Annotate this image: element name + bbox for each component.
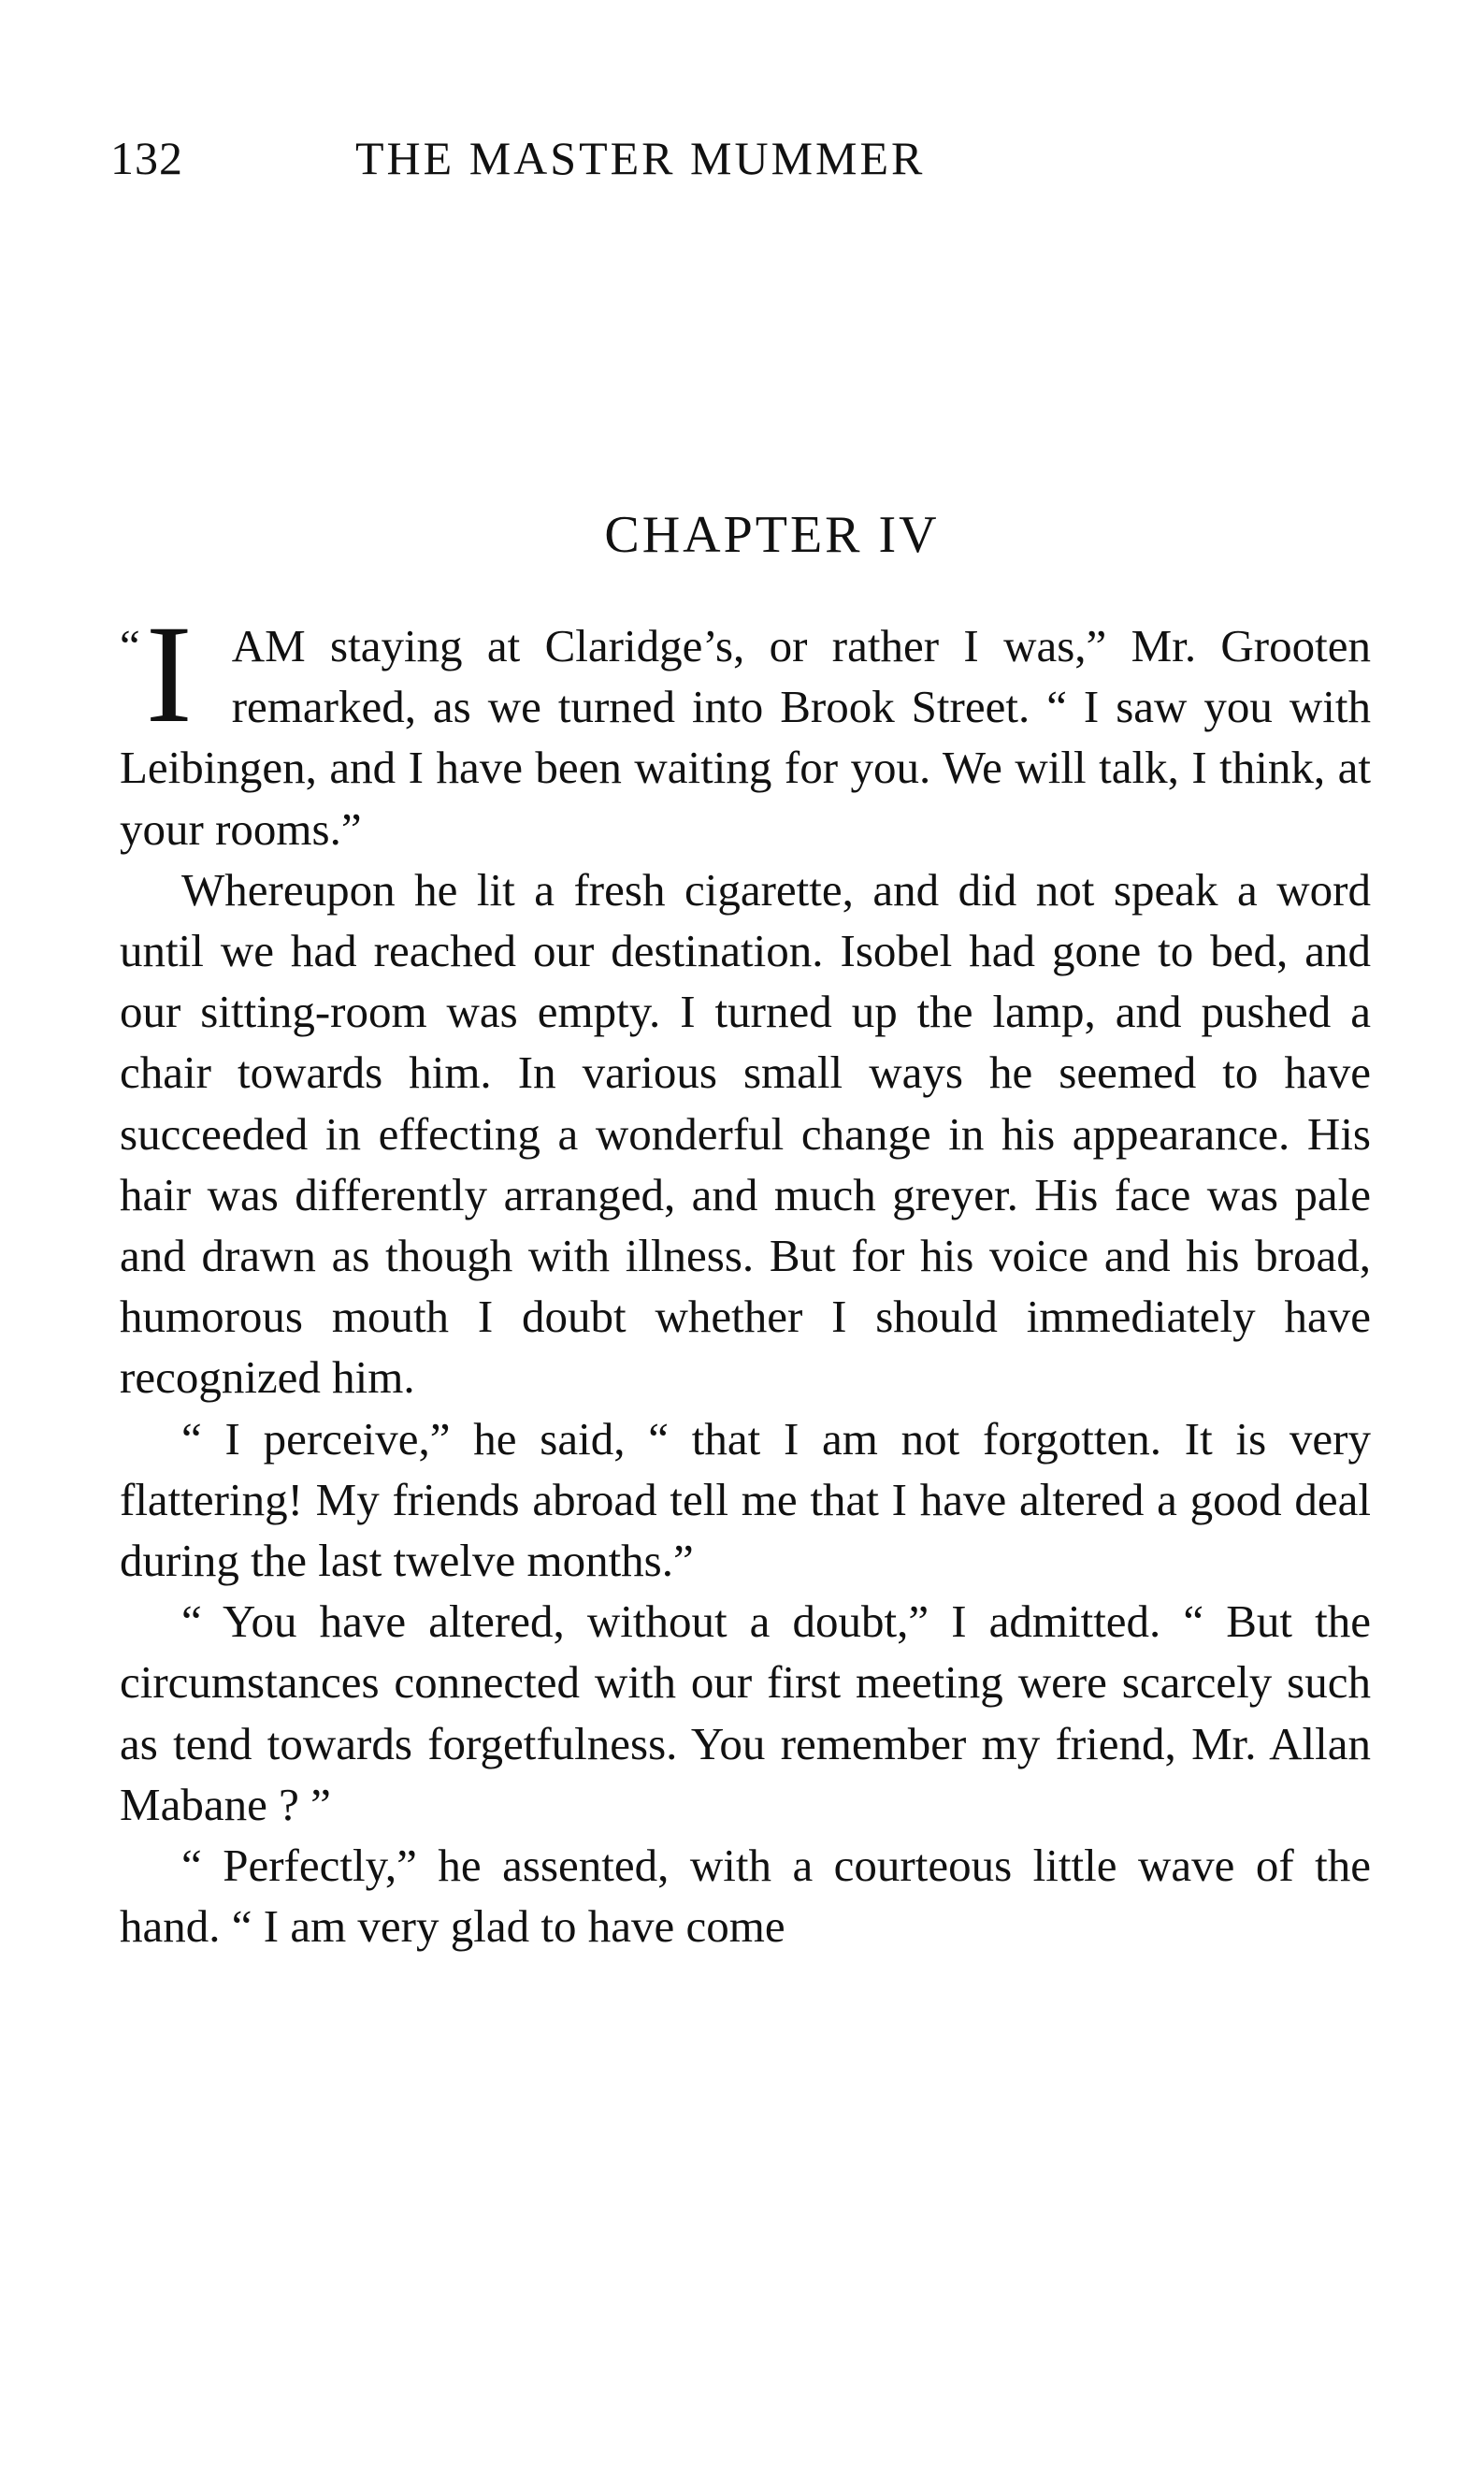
paragraph-5: “ Perfectly,” he assented, with a courteous little wave of the hand. “ I am very glad to have come bbox=[120, 1840, 1371, 1953]
paragraph-4: “ You have altered, without a doubt,” I admitted. “ But the circumstances connected with our first meeting were scarcely such as tend towards forgetfulness. You remember my friend, Mr. Allan Mabane ? ” bbox=[120, 1595, 1371, 1830]
page-number: 132 bbox=[110, 132, 183, 184]
opening-quote-mark: “ bbox=[120, 620, 140, 671]
paragraph-1-text: AM staying at Claridge’s, or rather I was,” Mr. Grooten remarked, as we turned into Brook Street. “ I saw you with Leibingen, and I have been waiting for you. We will talk, I think, at your rooms.” bbox=[120, 620, 1371, 855]
chapter-title: CHAPTER IV bbox=[604, 506, 940, 564]
chapter-heading bbox=[0, 505, 1484, 565]
running-head bbox=[110, 131, 1373, 196]
chapter-body bbox=[120, 597, 1371, 1956]
paragraph-3: “ I perceive,” he said, “ that I am not forgotten. It is very flattering! My friends abroad tell me that I have altered a good deal during the last twelve months.” bbox=[120, 1412, 1371, 1587]
paragraph-2: Whereupon he lit a fresh cigarette, and did not speak a word until we had reached our destination. Isobel had gone to bed, and our sitting-room was empty. I turned up the lamp, and pushed a chair towards him. In various small ways he seemed to have succeeded in effecting a wonderful change in his appearance. His hair was differently arranged, and much greyer. His face was pale and drawn as though with illness. But for his voice and his broad, humorous mouth I doubt whether I should immediately have recognized him. bbox=[120, 863, 1371, 1404]
paragraph-1 bbox=[120, 597, 1371, 859]
drop-cap: I bbox=[145, 597, 193, 752]
running-title: THE MASTER MUMMER bbox=[355, 132, 926, 184]
